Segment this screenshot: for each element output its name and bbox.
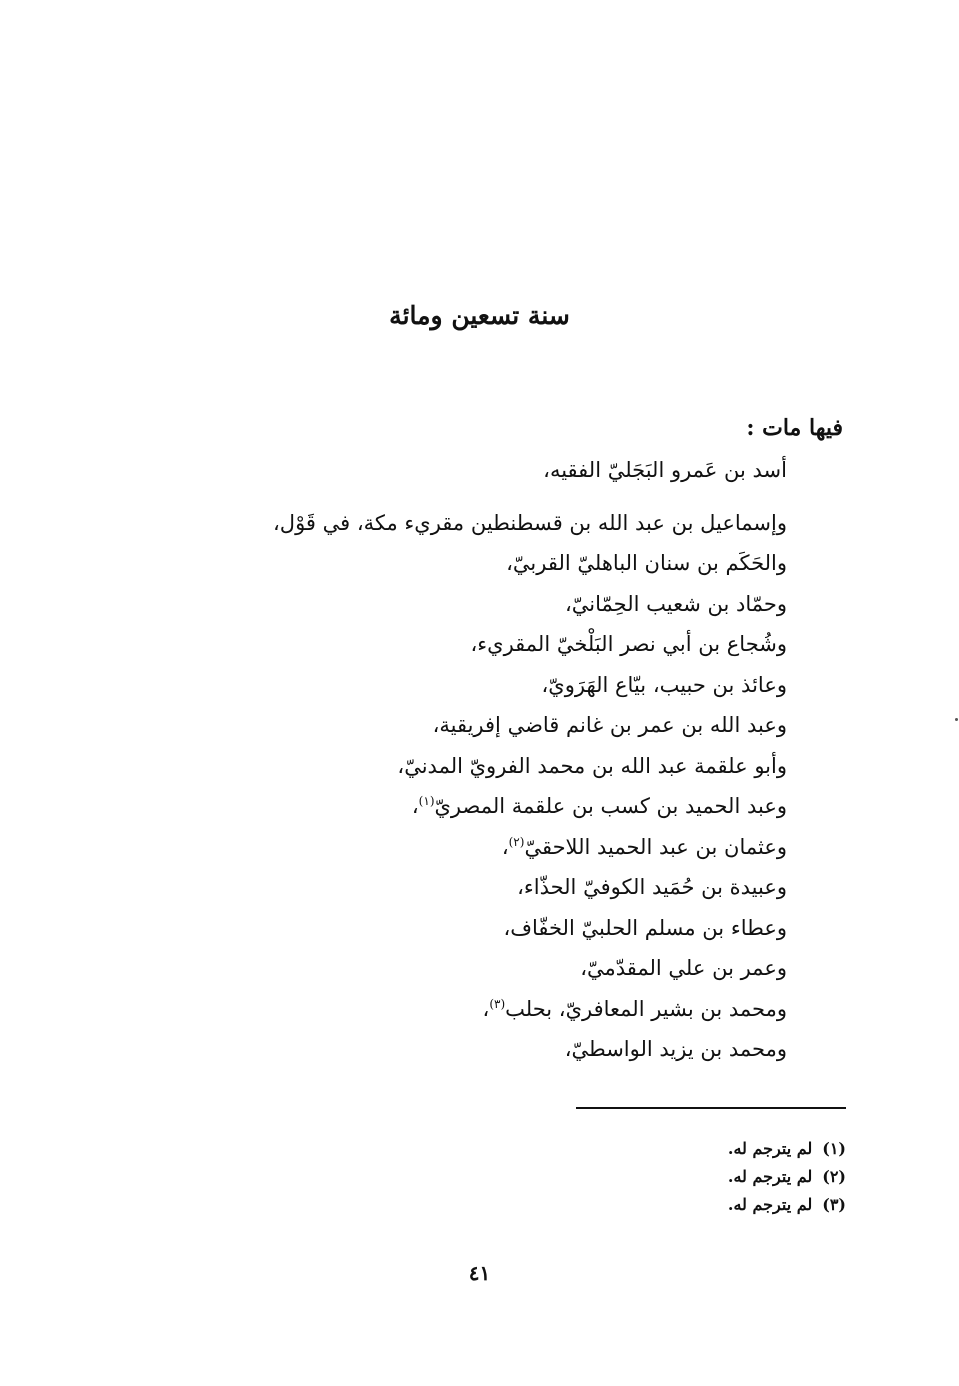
entry-text: أسد بن عَمرو البَجَليّ الفقيه، [543, 458, 787, 482]
entry-line [97, 908, 787, 949]
footnote [446, 1135, 846, 1163]
footnote-number: (٣) [822, 1195, 846, 1214]
footnote-separator [576, 1107, 846, 1109]
entry-text: ومحمد بن يزيد الواسطيّ، [564, 1037, 787, 1061]
entry-text: وعثمان بن عبد الحميد اللاحقيّ [524, 834, 787, 859]
footnote [446, 1191, 846, 1219]
footnote-text: لم يترجم له. [727, 1167, 813, 1186]
footnote-ref: (٢) [508, 834, 525, 849]
entry-text: وعائذ بن حبيب، بيّاع الهَرَويّ، [541, 672, 787, 697]
footnotes-list [446, 1135, 846, 1219]
entry-text: وإسماعيل بن عبد الله بن قسطنطين مقريء مكة، في قَوْل، [273, 510, 787, 535]
entry-text: وأبو علقمة عبد الله بن محمد الفرويّ المدنيّ، [397, 753, 787, 778]
footnote-text: لم يترجم له. [727, 1139, 813, 1158]
entry-line [97, 989, 787, 1030]
footnote [446, 1163, 846, 1191]
entry-text: ومحمد بن بشير المعافريّ، بحلب [505, 996, 787, 1021]
section-title: سنة تسعين ومائة [389, 301, 570, 330]
entry-text: وحمّاد بن شعيب الحِمّانيّ، [564, 591, 787, 616]
entry-text: وعبيدة بن حُمَيد الكوفيّ الحذّاء، [517, 875, 787, 899]
footnote-number: (١) [822, 1139, 846, 1158]
entry-punct: ، [501, 834, 509, 859]
entry-line [97, 503, 787, 544]
entry-line [97, 665, 787, 706]
footnote-number: (٢) [822, 1167, 846, 1186]
entry-text: وعبد الله بن عمر بن غانم قاضي إفريقية، [432, 713, 787, 737]
entry-line [97, 786, 787, 827]
entry-punct: ، [482, 996, 490, 1021]
page-number: ٤١ [468, 1261, 491, 1285]
entry-punct: ، [411, 794, 419, 818]
entry-line [97, 1029, 787, 1070]
entry-line [97, 624, 787, 665]
entry-line [97, 543, 787, 584]
entries-list [97, 450, 787, 1070]
footnote-ref: (٣) [489, 996, 506, 1011]
entry-line [97, 746, 787, 787]
entry-text: وشُجاع بن أبي نصر البَلْخيّ المقريء، [470, 632, 787, 656]
margin-mark [955, 718, 958, 721]
footnote-ref: (١) [418, 794, 435, 808]
entry-line [97, 450, 787, 491]
entry-text: وعطاء بن مسلم الحلبيّ الخفّاف، [503, 915, 787, 940]
entry-line [97, 705, 787, 746]
entry-line [97, 827, 787, 868]
entry-line [97, 867, 787, 908]
entry-line [97, 948, 787, 989]
entry-text: وعمر بن علي المقدّميّ، [580, 956, 787, 980]
footnote-text: لم يترجم له. [727, 1195, 813, 1214]
entry-text: وعبد الحميد بن كسب بن علقمة المصريّ [434, 794, 787, 818]
entry-line [97, 584, 787, 625]
intro-line: فيها مات : [746, 415, 843, 441]
entry-text: والحَكَم بن سنان الباهليّ القربيّ، [506, 551, 787, 575]
